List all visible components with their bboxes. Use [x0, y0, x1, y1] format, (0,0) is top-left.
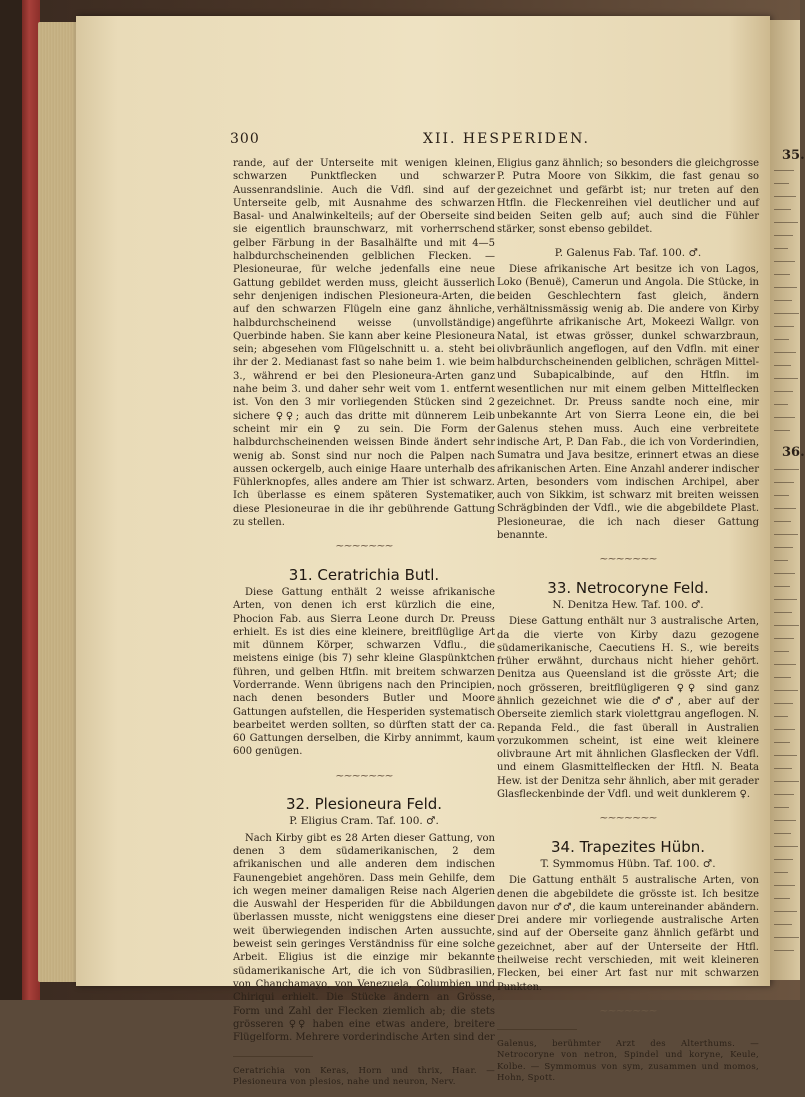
intro-paragraph: rande, auf der Unterseite mit wenigen kleinen, schwarzen Punktflecken und schwarzer Aussenrandslinie. Auch die Vdfl. sind auf der Unterseite gelb, mit Ausnahme des schwarzen Basal- und Analwinkelteils; auf der Oberseite sind sie eigentlich braunschwarz, mit vorherrschend gelber Färbung in der Basalhälfte und mit 4—5 halbdurchscheinenden gelblichen Flecken. — Plesioneurae, für welche jedenfalls eine neue Gattung gebildet werden muss, gleicht äusserlich sehr denjenigen indischen Plesioneura-Arten, die auf den schwarzen Flügeln eine ganz ähnliche, halbdurchscheinend weisse (unvollständige) Querbinde haben. Sie kann aber keine Plesioneura sein; abgesehen vom Flügelschnitt u. a. steht bei ihr der 2. Medianast fast so nahe beim 1. wie beim 3., während er bei den Plesioneura-Arten ganz nahe beim 3. und daher sehr weit vom 1. entfernt ist. Von den 3 mir vorliegenden Stücken sind 2 sichere ♀♀; auch das dritte mit dünnerem Leib scheint mir ein ♀ zu sein. Die Form der halbdurchscheinenden weissen Binde ändert sehr wenig ab. Sonst sind nur noch die Palpen nach aussen ockergelb, auch einige Haare unterhalb des Fühlerknopfes, alles andere am Thier ist schwarz. Ich überlasse es einem späteren Systematiker, diese Plesioneurae in die ihr gebührende Gattung zu stellen.: [233, 158, 495, 529]
next-page-text-line: [774, 573, 795, 574]
next-page-text-line: [774, 846, 798, 847]
next-page-text-line: [774, 469, 799, 470]
species-subtitle: P. Galenus Fab. Taf. 100. ♂.: [554, 246, 702, 259]
section-title: 31. Ceratrichia Butl.: [288, 565, 440, 584]
next-page-edge: [770, 20, 805, 980]
next-page-text-line: [774, 950, 794, 951]
next-page-text-line: [774, 625, 799, 626]
next-page-text-line: [774, 924, 792, 925]
next-page-text-line: [774, 261, 795, 262]
next-page-text-line: [774, 742, 790, 743]
next-page-text-line: [774, 521, 791, 522]
next-page-text-line: [774, 781, 799, 782]
next-page-text-line: [774, 378, 798, 379]
next-page-text-line: [774, 248, 788, 249]
next-page-text-line: [774, 586, 790, 587]
next-page-text-line: [774, 482, 794, 483]
chapter-title: XII. HESPERIDEN.: [423, 131, 590, 147]
footnote-rule: [233, 1056, 313, 1057]
footnote-rule: [497, 1029, 577, 1030]
next-page-text-line: [774, 313, 799, 314]
next-page-text-line: [774, 911, 797, 912]
next-page-text-line: [774, 820, 796, 821]
section-body: Die Gattung enthält 5 australische Arten, von denen die abgebildete die grösste ist. Ich besitze davon nur ♂♂, die kaum untereinander abändern. Drei andere mir vorliegende australische Arten sind auf der Oberseite ganz ähnlich gefärbt und gezeichnet, aber auf der Unterseite der Htfl. theilweise recht verschieden, mit weit kleineren Flecken, bei einer Art fast nur mit schwarzen Punkten.: [497, 875, 759, 993]
book-spine: [0, 0, 22, 1000]
page-number: 300: [230, 131, 260, 147]
section-title: 33. Netrocoryne Feld.: [547, 578, 709, 597]
next-page-text-line: [774, 365, 791, 366]
next-page-text-line: [774, 222, 798, 223]
next-page-text-line: [774, 833, 791, 834]
next-page-text-line: [774, 599, 797, 600]
next-page-text-line: [774, 495, 789, 496]
section-body: Diese Gattung enthält nur 3 australische Arten, da die vierte von Kirby dazu gezogene südamerikanische, Caecutiens H. S., wie bereits früher erwähnt, durchaus nicht hieher gehört. Denitza aus Queensland ist die grösste Art; die noch grösseren, breitflügligeren ♀♀ sind ganz ähnlich gezeichnet wie die ♂♂, aber auf der Oberseite ziemlich stark violettgrau angeflogen. N. Repanda Feld., die fast überall in Australien vorzukommen scheint, ist eine weit kleinere olivbraune Art mit ähnlichen Glasflecken der Vdfl. und einem Glasmittelflecken der Htfl. N. Beata Hew. ist der Denitza sehr ähnlich, aber mit gerader Glasfleckenbinde der Vdfl. und weit dunklerem ♀.: [497, 616, 759, 801]
section-title: 32. Plesioneura Feld.: [285, 795, 443, 814]
intro-paragraph: Eligius ganz ähnlich; so besonders die gleichgrosse P. Putra Moore von Sikkim, die fast genau so gezeichnet und gefärbt ist; nur treten auf den Htfln. die Fleckenreihen viel deutlicher und auf beiden Seiten gelb auf; auch sind die Fühler stärker, sonst ebenso gebildet.: [497, 158, 759, 236]
next-page-text-line: [774, 274, 790, 275]
next-page-text-line: [774, 768, 792, 769]
next-page-text-line: [774, 885, 795, 886]
next-page-text-line: [774, 898, 790, 899]
next-page-text-line: [774, 703, 793, 704]
section-body: Diese afrikanische Art besitze ich von Lagos, Loko (Benuë), Camerun und Angola. Die Stücke, in beiden Geschlechtern fast gleich, ändern verhältnissmässig wenig ab. Die andere von Kirby angeführte afrikanische Art, Mokeezi Wallgr. von Natal, ist etwas grösser, dunkel schwarzbraun, olivbräunlich angeflogen, auf den Vdfln. mit einer halbdurchscheinenden gelblichen, schrägen Mittel- und Subapicalbinde, auf den Htfln. im wesentlichen nur mit einem gelben Mittelflecken gezeichnet. Dr. Preuss sandte noch eine, mir unbekannte Art von Sierra Leone ein, die bei Galenus stehen muss. Auch eine verbreitete indische Art, P. Dan Fab., die ich von Vorderindien, Sumatra und Java besitze, erinnert etwas an diese afrikanischen Arten. Eine Anzahl anderer indischer Arten, besonders vom indischen Archipel, aber auch von Sikkim, ist schwarz mit breiten weissen Schrägbinden der Vdfl., wie die abgebildete Plast. Plesioneurae, die ich nach dieser Gattung benannte.: [497, 264, 759, 542]
next-page-text-line: [774, 391, 793, 392]
next-page-text-line: [774, 508, 796, 509]
next-page-text-line: [774, 170, 794, 171]
footnote: Ceratrichia von Keras, Horn und thrix, Haar. — Plesioneura von plesios, nahe und neuron, Nerv.: [233, 1065, 495, 1088]
left-column: [233, 157, 495, 1097]
next-page-text-line: [774, 235, 793, 236]
next-page-text-line: [774, 638, 794, 639]
next-page-text-line: [774, 794, 794, 795]
next-page-text-line: [774, 209, 791, 210]
next-page-text-line: [774, 196, 796, 197]
next-page-text-line: [774, 534, 798, 535]
next-page-text-line: [774, 287, 797, 288]
next-page-text-line: [774, 690, 798, 691]
next-page-number: 35.: [782, 148, 805, 163]
next-page-text-line: [774, 547, 793, 548]
next-page-text-line: [774, 326, 794, 327]
species-subtitle: P. Eligius Cram. Taf. 100. ♂.: [289, 815, 439, 828]
next-page-text-line: [774, 339, 789, 340]
footnote: Galenus, berühmter Arzt des Alterthums. — Netrocoryne von netron, Spindel und koryne, Keule, Kolbe. — Symmomus von sym, zusammen und momos, Hohn, Spott.: [497, 1038, 759, 1084]
section-ornament: ~~~~~~~: [599, 811, 657, 825]
next-page-text-line: [774, 352, 796, 353]
next-page-text-line: [774, 755, 797, 756]
next-page-text-line: [774, 651, 789, 652]
section-body: Nach Kirby gibt es 28 Arten dieser Gattung, von denen 3 dem südamerikanischen, 2 dem afrikanischen und alle anderen dem indischen Faunengebiet angehören. Dass mein Gehilfe, dem ich wegen meiner damaligen Reise nach Algerien die Auswahl der Hesperiden für die Abbildungen überlassen musste, nicht weniggstens eine dieser weit überwiegenden indischen Arten aussuchte, beweist sein geringes Verständniss für eine solche Arbeit. Eligius ist die einzige mir bekannte südamerikanische Art, die ich von Südbrasilien, von Chanchamayo, von Venezuela, Columbien und Chiriqui erhielt. Die Stücke ändern an Grösse, Form und Zahl der Flecken ziemlich ab; die stets grösseren ♀♀ haben eine etwas andere, breitere Flügelform. Mehrere vorderindische Arten sind der: [233, 832, 495, 1044]
section-ornament: ~~~~~~~: [335, 539, 393, 553]
next-page-text-line: [774, 183, 789, 184]
next-page-text-line: [774, 664, 796, 665]
next-page-text-line: [774, 417, 795, 418]
right-column: [497, 157, 759, 1093]
next-page-text-line: [774, 430, 790, 431]
section-ornament: ~~~~~~~: [599, 552, 657, 566]
next-page-text-line: [774, 300, 792, 301]
section-ornament: ~~~~~~~: [599, 1003, 657, 1017]
section-body: Diese Gattung enthält 2 weisse afrikanische Arten, von denen ich erst kürzlich die eine, Phocion Fab. aus Sierra Leone durch Dr. Preuss erhielt. Es ist dies eine kleinere, breitflüglige Art mit dünnem Körper, schwarzen Vdflu., die meistens einige (bis 7) sehr kleine Glaspünktchen führen, und gelben Htfln. mit breitem schwarzen Vorderrande. Wenn übrigens nach den Principien, nach denen besonders Butler und Moore Gattungen aufstellen, die Hesperiden systematisch bearbeitet werden sollten, so dürften statt der ca. 60 Gattungen derselben, die Kirby annimmt, kaum 600 genügen.: [233, 586, 495, 758]
section-title: 34. Trapezites Hübn.: [550, 837, 705, 856]
next-page-text-line: [774, 807, 789, 808]
next-page-text-line: [774, 937, 799, 938]
running-head: [230, 131, 750, 149]
next-page-text-line: [774, 716, 788, 717]
page-stack: [38, 22, 76, 982]
next-page-text-line: [774, 560, 788, 561]
next-page-number: 36.: [782, 445, 805, 460]
next-page-text-line: [774, 872, 788, 873]
next-page-text-line: [774, 612, 792, 613]
next-page-text-line: [774, 404, 788, 405]
section-ornament: ~~~~~~~: [335, 768, 393, 782]
species-subtitle: T. Symmomus Hübn. Taf. 100. ♂.: [540, 857, 716, 870]
next-page-text-line: [774, 729, 795, 730]
next-page-text-line: [774, 859, 793, 860]
species-subtitle: N. Denitza Hew. Taf. 100. ♂.: [552, 598, 704, 611]
next-page-text-line: [774, 677, 791, 678]
